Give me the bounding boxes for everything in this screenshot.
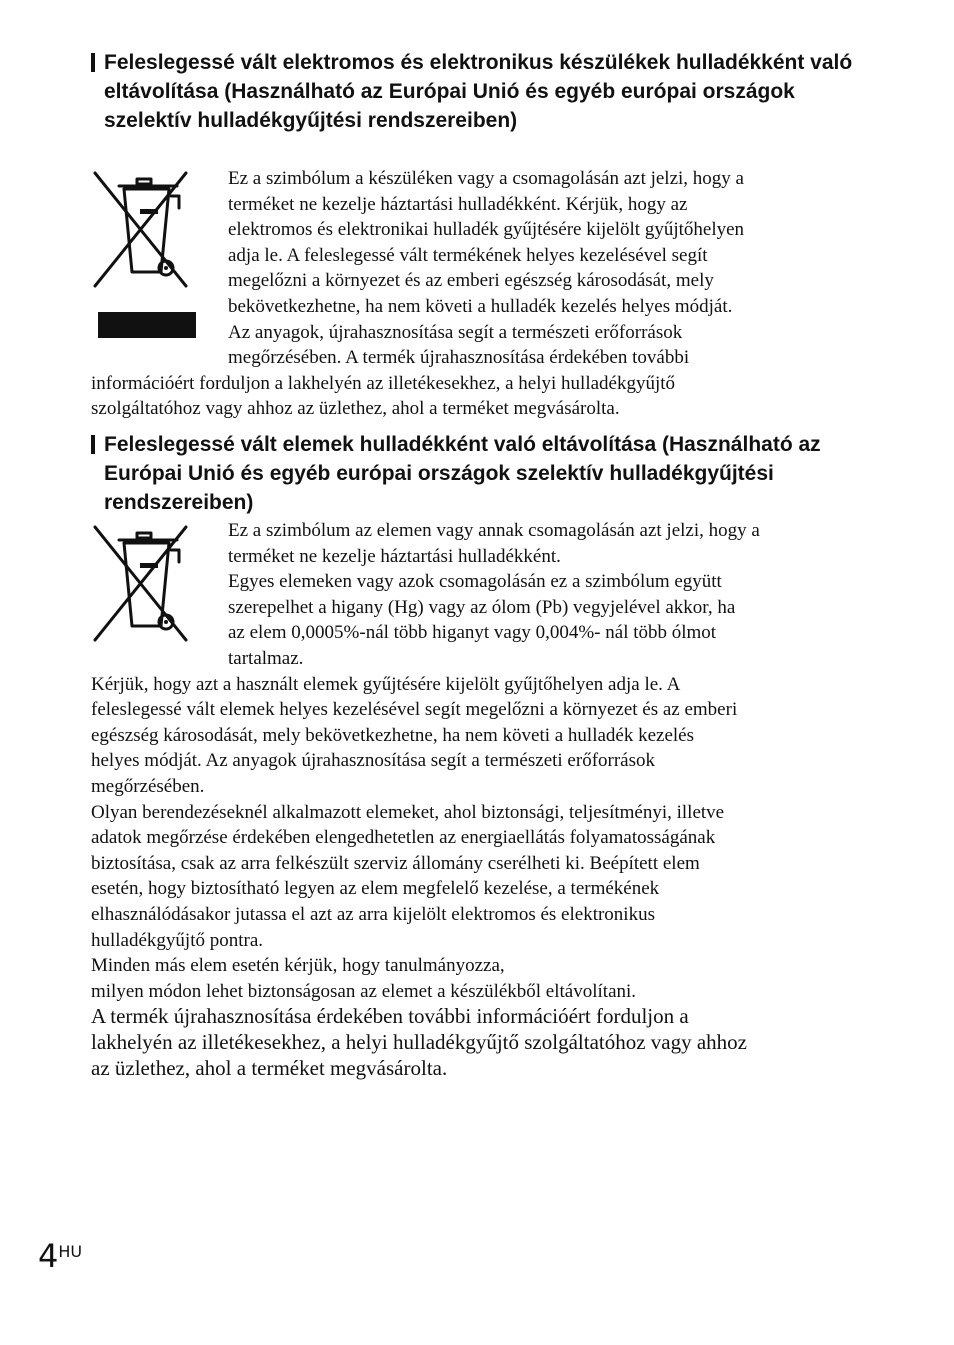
text-line: megőrzésében. xyxy=(91,775,205,797)
section2-heading: Feleslegessé vált elemek hulladékként való eltávolítása (Használható az Európai Unió és egyéb európai országok szelektív hulladékgyűjtési rendszereiben) xyxy=(104,433,821,514)
text-line: tartalmaz. xyxy=(228,647,304,669)
text-line: Kérjük, hogy azt a használt elemek gyűjtésére kijelölt gyűjtőhelyen adja le. A xyxy=(91,673,681,695)
text-line: elhasználódásakor jutassa el azt az arra kijelölt elektromos és elektronikus xyxy=(91,903,655,925)
text-line: Egyes elemeken vagy azok csomagolásán ez a szimbólum együtt xyxy=(228,571,722,593)
crossed-out-wheelie-bin-with-bar-icon xyxy=(92,170,196,340)
text-line: elektromos és elektronikai hulladék gyűjtésére kijelölt gyűjtőhelyen xyxy=(228,219,745,241)
crossed-out-wheelie-bin-icon xyxy=(92,524,196,644)
text-line: megelőzni a környezet és az emberi egészség károsodását, mely xyxy=(228,270,714,292)
page-number-value: 4 xyxy=(38,1237,59,1275)
text-line: biztosítása, csak az arra felkészült szerviz állomány cserélheti ki. Beépített elem xyxy=(91,852,700,874)
page-number xyxy=(38,1236,82,1276)
text-line: feleslegessé vált elemek helyes kezelésével segít megelőzni a környezet és az emberi xyxy=(91,699,738,721)
section1-heading: Feleslegessé vált elektromos és elektronikus készülékek hulladékként való eltávolítása (Használható az Európai Unió és egyéb európai országok szelektív hulladékgyűjtési rendszereiben) xyxy=(104,51,853,132)
text-line: megőrzésében. A termék újrahasznosítása érdekében további xyxy=(228,347,690,369)
text-line: egészség károsodását, mely bekövetkezhetne, ha nem követi a hulladék kezelés xyxy=(91,724,695,746)
text-line: adja le. A feleslegessé vált termékének helyes kezelésével segít xyxy=(228,244,708,266)
section-marker-bar xyxy=(91,53,95,72)
text-line: milyen módon lehet biztonságosan az elemet a készülékből eltávolítani. xyxy=(91,980,637,1002)
section2-closing-paragraph xyxy=(91,1003,891,1081)
text-line: az elem 0,0005%-nál több higanyt vagy 0,004%- nál több ólmot xyxy=(228,622,717,644)
text-line: hulladékgyűjtő pontra. xyxy=(91,929,264,951)
text-line: információért forduljon a lakhelyén az illetékesekhez, a helyi hulladékgyűjtő xyxy=(91,372,676,394)
text-line: Az anyagok, újrahasznosítása segít a természeti erőforrások xyxy=(228,321,683,343)
language-code: HU xyxy=(58,1242,83,1261)
text-line: szerepelhet a higany (Hg) vagy az ólom (Pb) vegyjelével akkor, ha xyxy=(228,596,736,618)
text-line: helyes módját. Az anyagok újrahasznosítása segít a természeti erőforrások xyxy=(91,750,655,772)
text-line: Olyan berendezéseknél alkalmazott elemeket, ahol biztonsági, teljesítményi, illetve xyxy=(91,801,725,823)
text-line: Minden más elem esetén kérjük, hogy tanulmányozza, xyxy=(91,955,505,977)
section1-paragraph-full xyxy=(91,371,871,422)
section2-paragraph-full xyxy=(91,672,891,1005)
text-line: adatok megőrzése érdekében elengedhetetlen az energiaellátás folyamatosságának xyxy=(91,827,716,849)
section-marker-bar xyxy=(91,435,95,454)
text-line: az üzlethez, ahol a terméket megvásárolta. xyxy=(91,1056,448,1080)
text-line: A termék újrahasznosítása érdekében további információért forduljon a xyxy=(91,1004,689,1028)
text-line: terméket ne kezelje háztartási hulladékként. Kérjük, hogy az xyxy=(228,193,688,215)
text-line: szolgáltatóhoz vagy ahhoz az üzlethez, ahol a terméket megvásárolta. xyxy=(91,398,620,420)
text-line: bekövetkezhetne, ha nem követi a hulladék kezelés helyes módját. xyxy=(228,295,733,317)
text-line: Ez a szimbólum az elemen vagy annak csomagolásán azt jelzi, hogy a xyxy=(228,520,760,541)
section2-paragraph-wrapped xyxy=(228,518,868,672)
text-line: Ez a szimbólum a készüléken vagy a csomagolásán azt jelzi, hogy a xyxy=(228,168,744,189)
section1-paragraph-wrapped xyxy=(228,166,868,371)
text-line: lakhelyén az illetékesekhez, a helyi hulladékgyűjtő szolgáltatóhoz vagy ahhoz xyxy=(91,1030,748,1054)
text-line: esetén, hogy biztosítható legyen az elem megfelelő kezelése, a termékének xyxy=(91,878,660,900)
text-line: terméket ne kezelje háztartási hulladékként. xyxy=(228,545,561,567)
